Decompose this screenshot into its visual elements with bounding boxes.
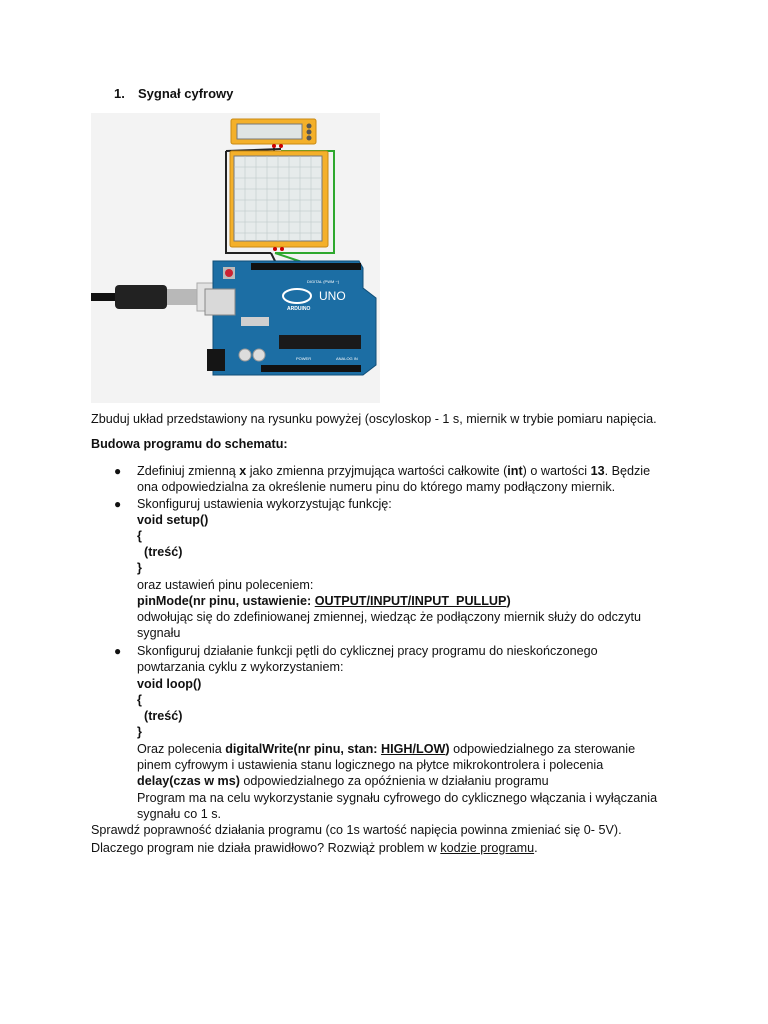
board-logo: UNO: [319, 289, 346, 303]
usb-cable: [91, 283, 219, 311]
bullet2-line2: oraz ustawień pinu poleceniem:: [137, 578, 314, 592]
code-close-brace: }: [137, 725, 142, 739]
arduino-board: [205, 261, 376, 375]
delay-line: delay(czas w ms) odpowiedzialnego za opóźnienia w działaniu programu: [137, 774, 549, 788]
bullet3-line2: powtarzania cyklu z wykorzystaniem:: [137, 660, 344, 674]
bullet1-line1: Zdefiniuj zmienną x jako zmienna przyjmująca wartości całkowite (int) o wartości 13. Będzie: [137, 464, 651, 478]
oscilloscope: [230, 151, 328, 251]
bullet2-line4: sygnału: [137, 626, 181, 640]
code-body: (treść): [137, 545, 183, 559]
power-label: POWER: [296, 356, 312, 361]
circuit-figure: [91, 113, 380, 403]
heading-title: Sygnał cyfrowy: [138, 86, 234, 101]
section-heading: [114, 86, 233, 101]
bullet2-line3: odwołując się do zdefiniowanej zmiennej, wiedząc że podłączony miernik służy do odczytu: [137, 610, 642, 624]
code-link: kodzie programu: [440, 841, 535, 855]
question-text: Dlaczego program nie działa prawidłowo? Rozwiąż problem w kodzie programu.: [91, 841, 538, 855]
code-setup-signature: void setup(): [137, 513, 209, 527]
bullet3-line7: sygnału co 1 s.: [137, 807, 222, 821]
bullet3-line6: Program ma na celu wykorzystanie sygnału cyfrowego do cyklicznego włączania i wyłączania: [137, 791, 658, 805]
circuit-diagram: [91, 113, 380, 403]
bullet3-line1: Skonfiguruj działanie funkcji pętli do cyklicznej pracy programu do nieskończonego: [137, 644, 598, 658]
pinmode-command: pinMode(nr pinu, ustawienie: OUTPUT/INPUT/INPUT_PULLUP): [137, 594, 511, 608]
bullet-marker: ●: [114, 644, 122, 658]
bullet3-line4: pinem cyfrowym i ustawienia stanu logicznego na płytce mikrokontrolera i polecenia: [137, 758, 604, 772]
code-open-brace: {: [137, 529, 142, 543]
code-loop-signature: void loop(): [137, 677, 202, 691]
code-open-brace: {: [137, 693, 142, 707]
digitalwrite-line: Oraz polecenia digitalWrite(nr pinu, stan: HIGH/LOW) odpowiedzialnego za sterowanie: [137, 742, 636, 756]
intro-text: Zbuduj układ przedstawiony na rysunku powyżej (oscyloskop - 1 s, miernik w trybie pomiaru napięcia.: [91, 412, 657, 426]
heading-number: 1.: [114, 86, 125, 101]
board-brand: ARDUINO: [287, 306, 311, 312]
check-text: Sprawdź poprawność działania programu (co 1s wartość napięcia powinna zmieniać się 0- 5V).: [91, 823, 622, 837]
multimeter: [231, 119, 316, 148]
bullet1-line2: ona odpowiedzialna za określenie numeru pinu do którego mamy podłączony miernik.: [137, 480, 616, 494]
code-close-brace: }: [137, 561, 142, 575]
section-title: Budowa programu do schematu:: [91, 437, 288, 451]
bullet-marker: ●: [114, 497, 122, 511]
bullet-marker: ●: [114, 464, 122, 478]
bullet2-line1: Skonfiguruj ustawienia wykorzystując funkcję:: [137, 497, 392, 511]
analog-label: ANALOG IN: [336, 356, 358, 361]
digital-label: DIGITAL (PWM ~): [307, 279, 340, 284]
code-body: (treść): [137, 709, 183, 723]
